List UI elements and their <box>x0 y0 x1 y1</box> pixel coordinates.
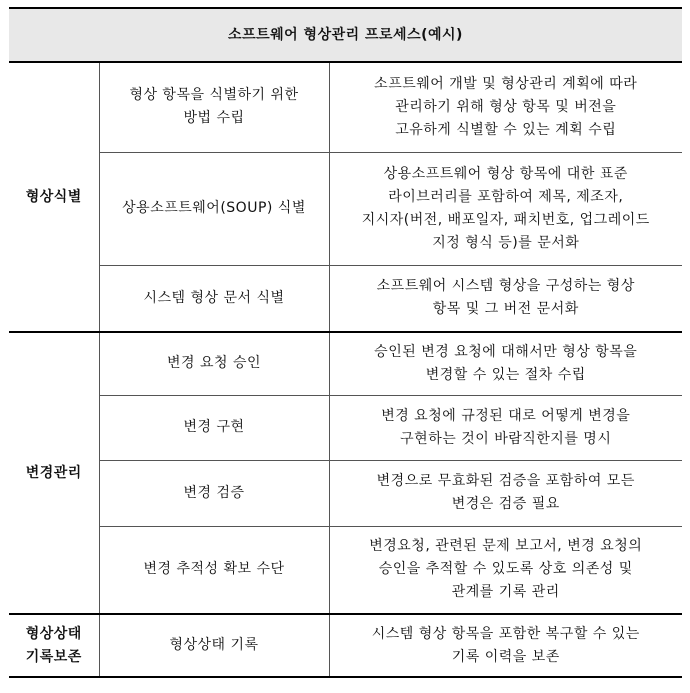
description-cell <box>329 62 682 152</box>
category-cell <box>9 332 99 614</box>
item-cell <box>99 614 329 677</box>
desc-line: 변경 요청에 규정된 대로 어떻게 변경을 <box>381 407 631 424</box>
desc-line: 시스템 형상 항목을 포함한 복구할 수 있는 <box>371 625 640 642</box>
description-cell <box>329 460 682 526</box>
desc-line: 승인을 추적할 수 있도록 상호 의존성 및 <box>378 561 633 578</box>
item-cell <box>99 460 329 526</box>
item-line: 상용소프트웨어(SOUP) 식별 <box>122 200 306 216</box>
item-cell <box>99 332 329 395</box>
description-cell <box>329 265 682 332</box>
item-cell <box>99 526 329 614</box>
desc-line: 라이브러리를 포함하여 제목, 제조자, <box>388 188 624 205</box>
item-cell <box>99 152 329 265</box>
item-line: 변경 요청 승인 <box>166 355 262 372</box>
desc-line: 지정 형식 등)를 문서화 <box>432 234 580 251</box>
description-cell <box>329 332 682 395</box>
table-title: 소프트웨어 형상관리 프로세스(예시) <box>9 8 682 62</box>
desc-line: 고유하게 식별할 수 있는 계획 수립 <box>395 121 617 138</box>
desc-line: 관계를 기록 관리 <box>451 584 560 601</box>
description-cell <box>329 152 682 265</box>
category-label: 형상식별 <box>25 188 82 205</box>
description-cell <box>329 526 682 614</box>
item-cell <box>99 62 329 152</box>
desc-line: 변경으로 무효화된 검증을 포함하여 모든 <box>376 473 635 489</box>
desc-line: 변경은 검증 필요 <box>451 496 560 512</box>
desc-line: 상용소프트웨어 형상 항목에 대한 표준 <box>383 165 628 182</box>
desc-line: 변경할 수 있는 절차 수립 <box>425 366 586 383</box>
item-line: 변경 구현 <box>183 419 245 435</box>
desc-line: 소프트웨어 시스템 형상을 구성하는 형상 <box>376 278 635 295</box>
item-cell <box>99 265 329 332</box>
category-label: 형상상태 <box>25 625 82 642</box>
item-line: 방법 수립 <box>183 110 245 127</box>
desc-line: 변경요청, 관련된 문제 보고서, 변경 요청의 <box>369 538 643 555</box>
desc-line: 소프트웨어 개발 및 형상관리 계획에 따라 <box>374 75 638 92</box>
description-cell <box>329 395 682 460</box>
item-cell <box>99 395 329 460</box>
description-cell <box>329 614 682 677</box>
category-label: 변경관리 <box>25 464 82 481</box>
config-management-table <box>9 7 682 678</box>
desc-line: 항목 및 그 버전 문서화 <box>432 301 579 318</box>
item-line: 변경 추적성 확보 수단 <box>143 561 285 578</box>
item-line: 시스템 형상 문서 식별 <box>143 289 285 306</box>
desc-line: 구현하는 것이 바람직한지를 명시 <box>400 430 612 447</box>
category-label: 기록보존 <box>25 648 82 665</box>
item-line: 형상상태 기록 <box>169 637 259 653</box>
desc-line: 기록 이력을 보존 <box>451 648 560 665</box>
item-line: 변경 검증 <box>183 484 245 501</box>
item-line: 형상 항목을 식별하기 위한 <box>129 87 299 104</box>
desc-line: 관리하기 위해 형상 항목 및 버전을 <box>395 98 617 115</box>
category-cell <box>9 62 99 332</box>
category-cell <box>9 614 99 677</box>
desc-line: 승인된 변경 요청에 대해서만 형상 항목을 <box>374 343 638 360</box>
desc-line: 지시자(버전, 배포일자, 패치번호, 업그레이드 <box>361 211 650 228</box>
